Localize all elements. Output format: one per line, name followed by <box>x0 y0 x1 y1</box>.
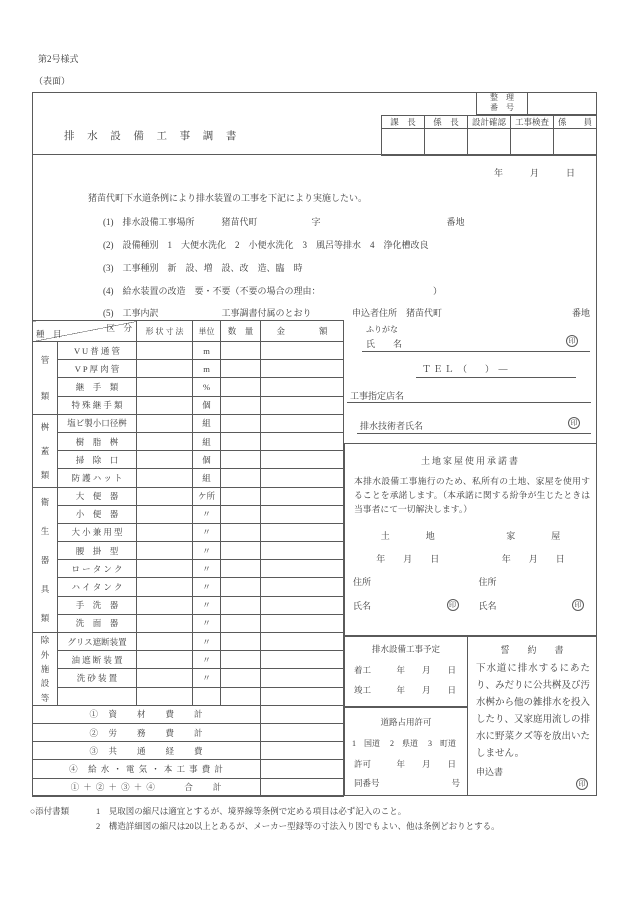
unit-cell: 組 <box>193 414 221 432</box>
quantity-cell <box>221 614 261 632</box>
shape-size-cell <box>137 633 193 651</box>
amount-cell <box>261 451 344 469</box>
schedule-title: 排水設備工事予定 <box>371 644 440 654</box>
amount-cell <box>261 342 344 360</box>
item-name-cell: ハ イ タ ン ク <box>58 578 137 596</box>
road-permit-date-line: 許可 年 月 日 <box>354 759 457 769</box>
approval-stamp-cell <box>468 129 511 156</box>
item-name-cell: 腰 掛 型 <box>58 542 137 560</box>
consent-land-date: 年 月 日 <box>376 554 440 564</box>
summary-value-cell <box>261 778 344 796</box>
table-row <box>33 469 344 487</box>
summary-label-cell: ④ 給 水 ・ 電 気 ・ 本 工 事 費 計 <box>33 760 261 778</box>
quantity-cell <box>221 578 261 596</box>
col-amount: 金 額 <box>261 321 344 342</box>
item-name-cell: 継 手 類 <box>58 378 137 396</box>
summary-label-cell: ① 資 材 費 計 <box>33 705 261 723</box>
shape-size-cell <box>137 596 193 614</box>
unit-cell: % <box>193 378 221 396</box>
table-row <box>33 687 344 705</box>
amount-cell <box>261 523 344 541</box>
quantity-cell <box>221 669 261 687</box>
shape-size-cell <box>137 542 193 560</box>
summary-row <box>33 705 344 723</box>
applicant-name-label: 氏 名 <box>366 339 403 349</box>
table-row <box>33 542 344 560</box>
schedule-start-line: 着工 年 月 日 <box>354 665 457 675</box>
quantity-cell <box>221 414 261 432</box>
consent-land-header: 土 地 <box>380 531 435 541</box>
attachments-note-2: 2 構造詳細図の縮尺は20以上とあるが、メーカー型録等の寸法入り図でもよい、他は条例どおりとする。 <box>96 821 500 831</box>
shape-size-cell <box>137 487 193 505</box>
amount-cell <box>261 651 344 669</box>
approval-stamp-cell <box>425 129 468 156</box>
pledge-seal-icon: 印 <box>576 778 588 790</box>
road-permit-title: 道路占用許可 <box>380 717 432 727</box>
summary-value-cell <box>261 742 344 760</box>
approval-col-staff: 係 員 <box>554 116 597 129</box>
item-name-cell: 大 小 兼 用 型 <box>58 523 137 541</box>
shape-size-cell <box>137 687 193 705</box>
summary-row <box>33 760 344 778</box>
applicant-seal-icon: 印 <box>566 335 578 347</box>
table-row <box>33 523 344 541</box>
summary-label-cell: ② 労 務 費 計 <box>33 723 261 741</box>
amount-cell <box>261 487 344 505</box>
materials-table <box>32 320 344 797</box>
amount-cell <box>261 432 344 450</box>
item-name-cell <box>58 687 137 705</box>
summary-row <box>33 742 344 760</box>
quantity-cell <box>221 523 261 541</box>
unit-cell: 〃 <box>193 560 221 578</box>
tel-label: Ｔ Ｅ Ｌ （ ） ― <box>422 364 508 374</box>
consent-title: 土地家屋使用承諾書 <box>420 456 520 466</box>
item-1: (1) 排水設備工事場所 猪苗代町 字 番地 <box>103 217 465 227</box>
designated-shop-underline <box>347 402 591 403</box>
quantity-cell <box>221 378 261 396</box>
amount-cell <box>261 469 344 487</box>
tel-underline <box>416 377 576 378</box>
unit-cell: 〃 <box>193 523 221 541</box>
approval-col-design: 設計確認 <box>468 116 511 129</box>
applicant-address-label: 申込者住所 猪苗代町 <box>352 308 443 318</box>
summary-label-cell: ① ＋ ② ＋ ③ ＋ ④ 合 計 <box>33 778 261 796</box>
table-row <box>33 451 344 469</box>
furigana-label: ふりがな <box>366 325 398 334</box>
item-name-cell: 樹 脂 桝 <box>58 432 137 450</box>
consent-house-address-label: 住所 <box>478 577 497 587</box>
quantity-cell <box>221 342 261 360</box>
quantity-cell <box>221 687 261 705</box>
road-permit-options: 1 国道 2 県道 3 町道 <box>352 739 456 748</box>
quantity-cell <box>221 432 261 450</box>
amount-cell <box>261 633 344 651</box>
road-permit-number-label: 同番号 <box>354 778 380 788</box>
consent-column-headers <box>345 529 596 542</box>
unit-cell: 〃 <box>193 614 221 632</box>
shape-size-cell <box>137 414 193 432</box>
col-quantity: 数 量 <box>221 321 261 342</box>
amount-cell <box>261 560 344 578</box>
approval-table <box>381 115 597 156</box>
table-row <box>33 614 344 632</box>
consent-house-date: 年 月 日 <box>501 554 565 564</box>
approval-col-kakaricho: 係 長 <box>425 116 468 129</box>
pledge-title: 誓 約 書 <box>500 645 564 655</box>
unit-cell: 〃 <box>193 578 221 596</box>
consent-house-name: 氏名 印 <box>471 599 597 612</box>
unit-cell: m <box>193 360 221 378</box>
approval-stamp-cell <box>511 129 554 156</box>
shape-size-cell <box>137 342 193 360</box>
road-permit-box <box>344 707 468 796</box>
unit-cell: 〃 <box>193 669 221 687</box>
schedule-box <box>344 636 468 707</box>
unit-cell: 個 <box>193 396 221 414</box>
reference-number-value <box>528 92 597 114</box>
item-name-cell: 手 洗 器 <box>58 596 137 614</box>
table-row <box>33 651 344 669</box>
item-name-cell: 小 便 器 <box>58 505 137 523</box>
applicant-address-row <box>352 306 590 319</box>
item-name-cell: V U 普 通 管 <box>58 342 137 360</box>
item-5: (5) 工事内訳 工事調書付属のとおり <box>103 308 312 318</box>
corner-cell <box>33 321 137 342</box>
approval-stamp-cell <box>554 129 597 156</box>
form-number: 第2号様式 <box>38 54 79 64</box>
applicant-name-underline <box>362 351 590 352</box>
engineer-seal-icon: 印 <box>568 417 580 429</box>
quantity-cell <box>221 560 261 578</box>
consent-house-header: 家 屋 <box>506 531 561 541</box>
unit-cell: 組 <box>193 432 221 450</box>
amount-cell <box>261 578 344 596</box>
applicant-address-suffix: 番地 <box>571 308 590 318</box>
quantity-cell <box>221 651 261 669</box>
amount-cell <box>261 542 344 560</box>
item-name-cell: 掃 除 口 <box>58 451 137 469</box>
col-shape-size: 形 状 寸 法 <box>137 321 193 342</box>
item-name-cell: 特 殊 継 手 類 <box>58 396 137 414</box>
quantity-cell <box>221 469 261 487</box>
consent-land-address-label: 住所 <box>353 577 372 587</box>
shape-size-cell <box>137 614 193 632</box>
table-row <box>33 669 344 687</box>
item-name-cell: 防 護 ハ ッ ト <box>58 469 137 487</box>
consent-land-seal-icon: 印 <box>447 599 459 611</box>
quantity-cell <box>221 396 261 414</box>
shape-size-cell <box>137 523 193 541</box>
table-row <box>33 633 344 651</box>
unit-cell <box>193 687 221 705</box>
unit-cell: 〃 <box>193 596 221 614</box>
table-row <box>33 505 344 523</box>
designated-shop-label: 工事指定店名 <box>350 391 405 401</box>
date-line: 年 月 日 <box>494 168 576 178</box>
reference-number-box <box>476 92 597 115</box>
amount-cell <box>261 669 344 687</box>
group-label: 除 外 施 設 等 <box>33 633 58 706</box>
reference-number-label: 整 理 番 号 <box>477 92 528 114</box>
item-name-cell: 塩ビ製小口径桝 <box>58 414 137 432</box>
item-name-cell: 洗 面 器 <box>58 614 137 632</box>
table-row <box>33 342 344 360</box>
pledge-box <box>467 636 597 796</box>
unit-cell: 組 <box>193 469 221 487</box>
road-permit-number-row <box>354 777 460 789</box>
shape-size-cell <box>137 578 193 596</box>
table-row <box>33 360 344 378</box>
quantity-cell <box>221 487 261 505</box>
unit-cell: 〃 <box>193 505 221 523</box>
amount-cell <box>261 687 344 705</box>
col-unit: 単位 <box>193 321 221 342</box>
shape-size-cell <box>137 378 193 396</box>
quantity-cell <box>221 633 261 651</box>
consent-box <box>344 443 597 636</box>
shape-size-cell <box>137 432 193 450</box>
intro-text: 猪苗代町下水道条例により排水装置の工事を下記により実施したい。 <box>88 193 368 203</box>
table-row <box>33 578 344 596</box>
item-2: (2) 設備種別 1 大便水洗化 2 小便水洗化 3 風呂等排水 4 浄化槽改良 <box>103 240 429 250</box>
table-row <box>33 432 344 450</box>
side-label: （表面） <box>34 76 71 86</box>
schedule-end-line: 竣工 年 月 日 <box>354 685 457 695</box>
attachments-label: ○添付書類 <box>30 806 70 816</box>
summary-value-cell <box>261 723 344 741</box>
quantity-cell <box>221 596 261 614</box>
shape-size-cell <box>137 560 193 578</box>
amount-cell <box>261 596 344 614</box>
drainage-engineer-label: 排水技術者氏名 <box>360 421 424 431</box>
shape-size-cell <box>137 669 193 687</box>
item-name-cell: 大 便 器 <box>58 487 137 505</box>
item-4: (4) 給水装置の改造 要・不要（不要の場合の理由： ） <box>103 286 442 296</box>
group-label: 衛 生 器 具 類 <box>33 487 58 633</box>
engineer-underline <box>357 433 591 434</box>
attachments-note-1: 1 見取図の縮尺は適宜とするが、境界線等条例で定める項目は必ず記入のこと。 <box>96 806 407 816</box>
item-3: (3) 工事種別 新 設、増 設、改 造、臨 時 <box>103 263 303 273</box>
summary-row <box>33 778 344 796</box>
page-title: 排 水 設 備 工 事 調 書 <box>64 131 242 142</box>
item-name-cell: 洗 砂 装 置 <box>58 669 137 687</box>
unit-cell: 個 <box>193 451 221 469</box>
summary-row <box>33 723 344 741</box>
item-name-cell: 油 遮 断 装 置 <box>58 651 137 669</box>
summary-label-cell: ③ 共 通 経 費 <box>33 742 261 760</box>
approval-header-row <box>382 116 597 129</box>
item-name-cell: ロ ー タ ン ク <box>58 560 137 578</box>
quantity-cell <box>221 451 261 469</box>
shape-size-cell <box>137 651 193 669</box>
consent-date-row <box>345 552 596 565</box>
quantity-cell <box>221 542 261 560</box>
shape-size-cell <box>137 396 193 414</box>
table-row <box>33 596 344 614</box>
materials-header-row <box>33 321 344 342</box>
table-row <box>33 396 344 414</box>
approval-col-inspection: 工事検査 <box>511 116 554 129</box>
approval-stamp-row <box>382 129 597 156</box>
summary-value-cell <box>261 705 344 723</box>
unit-cell: 〃 <box>193 633 221 651</box>
amount-cell <box>261 378 344 396</box>
table-row <box>33 487 344 505</box>
consent-address-row <box>345 575 596 588</box>
item-name-cell: グリス遮断装置 <box>58 633 137 651</box>
amount-cell <box>261 505 344 523</box>
approval-col-kacho: 課 長 <box>382 116 425 129</box>
item-name-cell: V P 厚 肉 管 <box>58 360 137 378</box>
approval-stamp-cell <box>382 129 425 156</box>
shape-size-cell <box>137 360 193 378</box>
unit-cell: ケ所 <box>193 487 221 505</box>
shape-size-cell <box>137 451 193 469</box>
table-row <box>33 378 344 396</box>
corner-kubun: 区 分 <box>106 323 132 333</box>
unit-cell: m <box>193 342 221 360</box>
consent-name-row <box>345 599 596 612</box>
consent-body: 本排水設備工事施行のため、私所有の土地、家屋を使用することを承諾します。（本承諾に関する紛争が生じたときは当事者にて一切解決します。） <box>354 476 590 514</box>
group-label: 桝 蓋 類 <box>33 414 58 487</box>
unit-cell: 〃 <box>193 651 221 669</box>
consent-land-name: 氏名 印 <box>345 599 471 612</box>
corner-shumoku: 種 目 <box>36 329 62 339</box>
shape-size-cell <box>137 505 193 523</box>
amount-cell <box>261 360 344 378</box>
summary-value-cell <box>261 760 344 778</box>
unit-cell: 〃 <box>193 542 221 560</box>
group-label: 管 類 <box>33 342 58 415</box>
consent-house-seal-icon: 印 <box>572 599 584 611</box>
amount-cell <box>261 396 344 414</box>
quantity-cell <box>221 505 261 523</box>
road-permit-number-suffix: 号 <box>451 778 460 788</box>
pledge-body: 下水道に排水するにあたり、みだりに公共桝及び汚水桝から他の雑排水を投入したり、又家庭用流しの排水に野菜クズ等を放出いたしません。 <box>476 664 591 759</box>
shape-size-cell <box>137 469 193 487</box>
table-row <box>33 414 344 432</box>
pledge-footer-label: 申込書 <box>476 767 504 777</box>
amount-cell <box>261 614 344 632</box>
amount-cell <box>261 414 344 432</box>
table-row <box>33 560 344 578</box>
quantity-cell <box>221 360 261 378</box>
